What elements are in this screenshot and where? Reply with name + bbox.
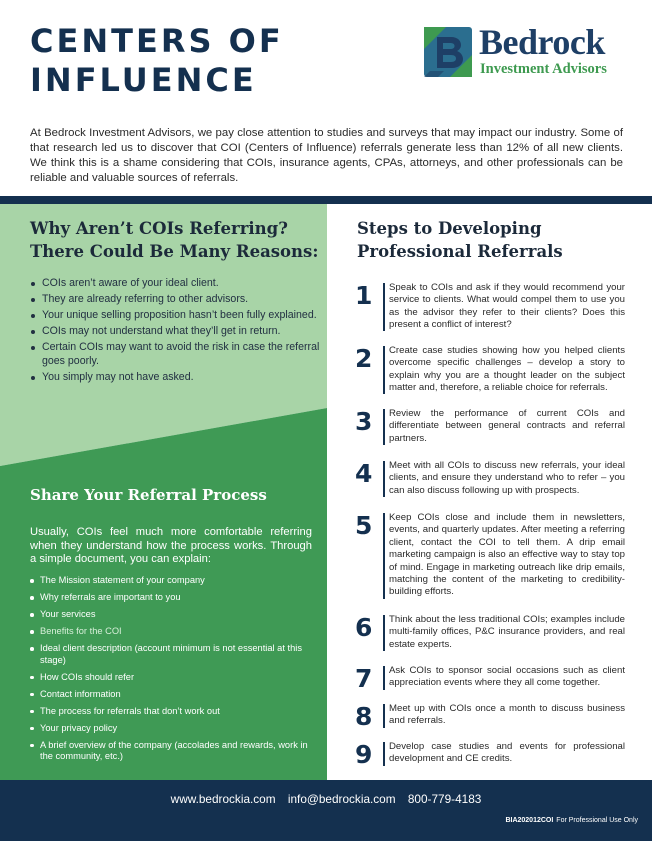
step-number: 3	[355, 407, 373, 436]
step-divider	[383, 742, 385, 766]
why-heading: Why Aren’t COIs Referring? There Could Be Many Reasons:	[30, 219, 319, 261]
step-number: 7	[355, 664, 373, 693]
website-link[interactable]: www.bedrockia.com	[170, 792, 276, 806]
step-divider	[383, 283, 385, 331]
step-text: Think about the less traditional COIs; examples include multi-family offices, P&C insurance providers, and real estate experts.	[389, 614, 625, 650]
step-number: 8	[355, 702, 373, 731]
step-divider	[383, 461, 385, 497]
footer	[0, 780, 652, 841]
step-text: Develop case studies and events for professional development and CE credits.	[389, 741, 625, 765]
step-divider	[383, 346, 385, 394]
list-item: The Mission statement of your company	[30, 575, 312, 587]
usage-note: For Professional Use Only	[556, 817, 638, 824]
list-item: Benefits for the COI	[30, 626, 312, 638]
list-item: COIs aren’t aware of your ideal client.	[30, 277, 322, 291]
document-code: BIA202012COI	[505, 817, 554, 824]
list-item: The process for referrals that don’t work out	[30, 706, 312, 718]
share-items-list	[30, 575, 312, 768]
step-number: 1	[355, 281, 373, 310]
phone-number: 800-779-4183	[407, 792, 482, 806]
page-title	[30, 22, 284, 100]
list-item: Your privacy policy	[30, 723, 312, 735]
step-number: 9	[355, 740, 373, 769]
step-number: 6	[355, 613, 373, 642]
step-divider	[383, 666, 385, 690]
step-text: Meet up with COIs once a month to discuss business and referrals.	[389, 703, 625, 727]
step-divider	[383, 615, 385, 651]
step-text: Meet with all COIs to discuss new referrals, your ideal clients, and ensure they understand who to refer – you can also discuss following up with prospects.	[389, 460, 625, 496]
list-item: Ideal client description (account minimum is not essential at this stage)	[30, 643, 312, 666]
step-number: 2	[355, 344, 373, 373]
list-item: They are already referring to other advisors.	[30, 293, 322, 307]
step-text: Keep COIs close and include them in newsletters, events, and quarterly updates. After meeting a referring client, contact the COI to tell them. A drip email marketing campaign is also an effective way to stay top of mind. Engage in marketing outreach like drip emails, matching the content of the marketing to credibility-building efforts.	[389, 512, 625, 598]
steps-heading: Steps to Developing Professional Referrals	[357, 219, 563, 261]
logo-name: Bedrock	[479, 22, 605, 62]
logo-subtitle: Investment Advisors	[480, 61, 607, 77]
bedrock-b-logo-icon	[424, 27, 472, 77]
share-heading: Share Your Referral Process	[30, 486, 267, 504]
list-item: Why referrals are important to you	[30, 592, 312, 604]
step-text: Ask COIs to sponsor social occasions such as client appreciation events where they all come together.	[389, 665, 625, 689]
step-divider	[383, 513, 385, 599]
share-intro: Usually, COIs feel much more comfortable referring when they understand how the process works. Through a simple document, you can explain:	[30, 526, 312, 565]
step-text: Review the performance of current COIs and differentiate between general contracts and referral partners.	[389, 408, 625, 444]
step-divider	[383, 704, 385, 728]
list-item: How COIs should refer	[30, 672, 312, 684]
list-item: Certain COIs may want to avoid the risk in case the referral goes poorly.	[30, 341, 322, 368]
bedrock-logo	[424, 22, 634, 79]
why-reasons-list	[30, 277, 322, 387]
step-number: 5	[355, 511, 373, 540]
list-item: COIs may not understand what they’ll get in return.	[30, 325, 322, 339]
step-number: 4	[355, 459, 373, 488]
list-item: Your services	[30, 609, 312, 621]
footer-contacts	[0, 792, 652, 806]
list-item: You simply may not have asked.	[30, 371, 322, 385]
list-item: Your unique selling proposition hasn’t been fully explained.	[30, 309, 322, 323]
step-divider	[383, 409, 385, 445]
section-divider-band	[0, 196, 652, 204]
page-title-line-1: CENTERS OF	[30, 22, 284, 60]
list-item: Contact information	[30, 689, 312, 701]
step-text: Create case studies showing how you helped clients overcome specific challenges – develop a story to explain why you are a thought leader on the subject matter and, therefore, a reliable choice for referrals.	[389, 345, 625, 394]
email-link[interactable]: info@bedrockia.com	[287, 792, 396, 806]
page-title-line-2: INFLUENCE	[30, 61, 257, 99]
list-item: A brief overview of the company (accolades and rewards, work in the community, etc.)	[30, 740, 312, 763]
footer-disclaimer	[505, 817, 638, 824]
step-text: Speak to COIs and ask if they would recommend your service to clients. What would compel them to use you as the advisor they refer to their clients? Does this present a conflict of interest?	[389, 282, 625, 331]
intro-paragraph: At Bedrock Investment Advisors, we pay close attention to studies and surveys that may impact our industry. Some of that research led us to discover that COI (Centers of Influence) referrals generate less than 12% of all new clients. We think this is a shame considering that COIs, insurance agents, CPAs, attorneys, and other professionals can be reliable and valuable sources of referrals.	[30, 127, 623, 184]
